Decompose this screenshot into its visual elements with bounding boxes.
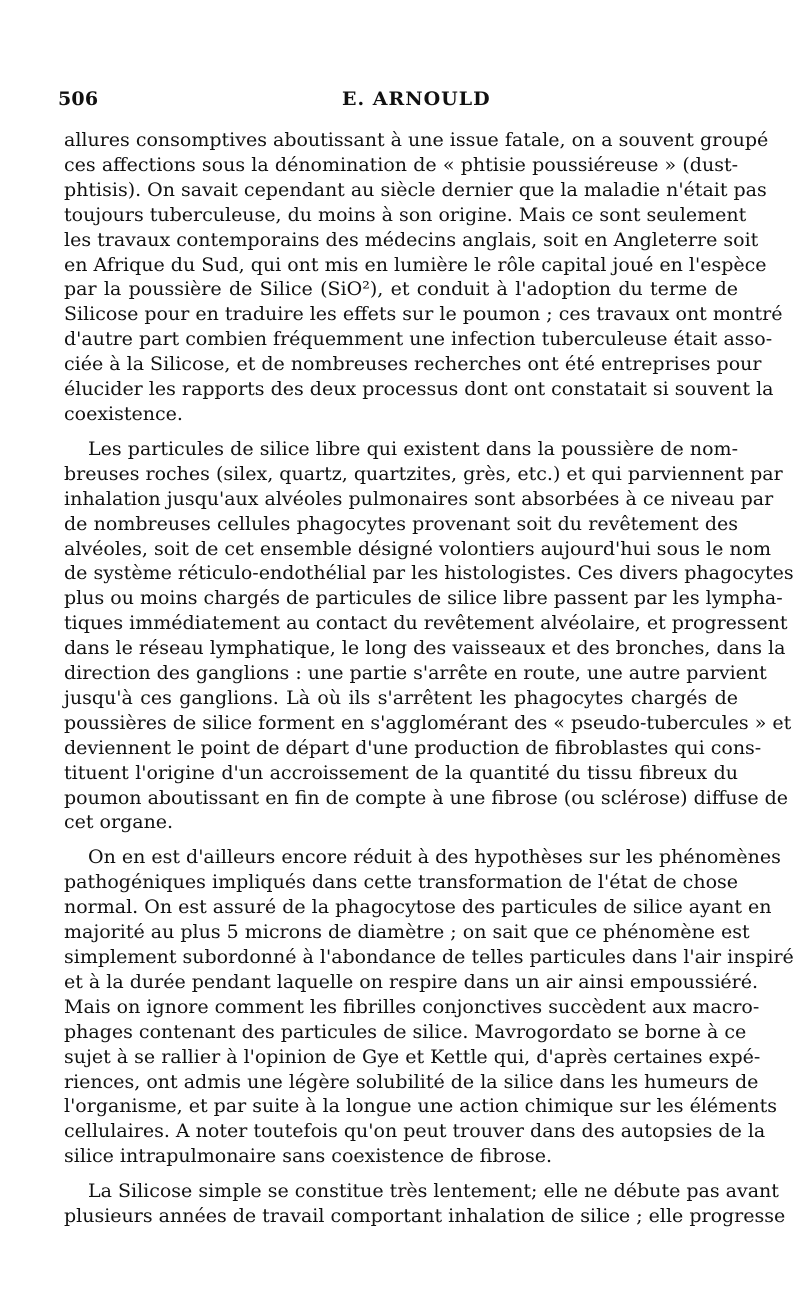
paragraph-line: silice intrapulmonaire sans coexistence de fibrose. [64, 1145, 553, 1168]
paragraph-line: plus ou moins chargés de particules de silice libre passent par les lympha- [64, 587, 783, 610]
paragraph-line: breuses roches (silex, quartz, quartzites, grès, etc.) et qui parviennent par [64, 462, 783, 485]
paragraph-line: tiques immédiatement au contact du revêtement alvéolaire, et progressent [64, 612, 788, 635]
paragraph-line: Silicose pour en traduire les effets sur le poumon ; ces travaux ont montré [64, 303, 783, 326]
paragraph-line: coexistence. [64, 402, 183, 425]
paragraph-line: de nombreuses cellules phagocytes provenant soit du revêtement des [64, 512, 738, 535]
paragraph-line: sujet à se rallier à l'opinion de Gye et Kettle qui, d'après certaines expé- [64, 1045, 761, 1068]
paragraph-line: phtisis). On savait cependant au siècle dernier que la maladie n'était pas [64, 178, 767, 201]
paragraph-line: La Silicose simple se constitue très lentement; elle ne débute pas avant [88, 1180, 779, 1203]
paragraph-line: allures consomptives aboutissant à une issue fatale, on a souvent groupé [64, 129, 769, 151]
paragraph-line: riences, ont admis une légère solubilité de la silice dans les humeurs de [64, 1070, 759, 1093]
paragraph-line: direction des ganglions : une partie s'arrête en route, une autre parvient [64, 662, 767, 685]
paragraph-3 [64, 845, 794, 1169]
paragraph-line: Les particules de silice libre qui existent dans la poussière de nom- [88, 437, 738, 460]
paragraph-line: de système réticulo-endothélial par les histologistes. Ces divers phagocytes [64, 562, 794, 585]
paragraph-line: poussières de silice forment en s'agglomérant des « pseudo-tubercules » et [64, 711, 792, 734]
paragraph-line: par la poussière de Silice (SiO²), et conduit à l'adoption du terme de [64, 278, 738, 301]
body-text [64, 128, 794, 1229]
paragraph-line: tituent l'origine d'un accroissement de la quantité du tissu fibreux du [64, 761, 738, 784]
paragraph-line: normal. On est assuré de la phagocytose des particules de silice ayant en [64, 896, 772, 919]
paragraph-line: ciée à la Silicose, et de nombreuses recherches ont été entreprises pour [64, 353, 762, 376]
paragraph-line: phages contenant des particules de silice. Mavrogordato se borne à ce [64, 1020, 747, 1043]
paragraph-line: les travaux contemporains des médecins anglais, soit en Angleterre soit [64, 228, 759, 251]
paragraph-line: dans le réseau lymphatique, le long des vaisseaux et des bronches, dans la [64, 637, 786, 660]
paragraph-line: deviennent le point de départ d'une production de fibroblastes qui cons- [64, 736, 762, 759]
paragraph-line: cellulaires. A noter toutefois qu'on peut trouver dans des autopsies de la [64, 1120, 766, 1143]
paragraph-line: en Afrique du Sud, qui ont mis en lumière le rôle capital joué en l'espèce [64, 253, 767, 276]
paragraph-line: Mais on ignore comment les fibrilles conjonctives succèdent aux macro- [64, 995, 760, 1018]
paragraph-4 [64, 1179, 786, 1229]
paragraph-line: majorité au plus 5 microns de diamètre ; on sait que ce phénomène est [64, 921, 750, 944]
paragraph-line: inhalation jusqu'aux alvéoles pulmonaires sont absorbées à ce niveau par [64, 487, 774, 510]
page-header [58, 88, 748, 118]
paragraph-line: alvéoles, soit de cet ensemble désigné volontiers aujourd'hui sous le nom [64, 537, 772, 560]
paragraph-line: simplement subordonné à l'abondance de telles particules dans l'air inspiré [64, 946, 794, 968]
paragraph-line: élucider les rapports des deux processus dont ont constatait si souvent la [64, 378, 774, 401]
paragraph-line: plusieurs années de travail comportant inhalation de silice ; elle progresse [64, 1205, 786, 1228]
paragraph-line: ces affections sous la dénomination de « phtisie poussiéreuse » (dust- [64, 153, 738, 176]
paragraph-1 [64, 128, 783, 427]
paragraph-line: et à la durée pendant laquelle on respire dans un air ainsi empoussiéré. [64, 970, 759, 993]
paragraph-line: toujours tuberculeuse, du moins à son origine. Mais ce sont seulement [64, 203, 747, 226]
paragraph-line: cet organe. [64, 811, 174, 834]
paragraph-line: On en est d'ailleurs encore réduit à des hypothèses sur les phénomènes [88, 846, 781, 869]
paragraph-2 [64, 437, 794, 836]
page-number: 506 [58, 88, 99, 110]
paragraph-line: jusqu'à ces ganglions. Là où ils s'arrêtent les phagocytes chargés de [64, 686, 738, 709]
paragraph-line: d'autre part combien fréquemment une infection tuberculeuse était asso- [64, 328, 773, 351]
paragraph-line: poumon aboutissant en fin de compte à une fibrose (ou sclérose) diffuse de [64, 786, 789, 809]
paragraph-line: pathogéniques impliqués dans cette transformation de l'état de chose [64, 871, 738, 894]
paragraph-line: l'organisme, et par suite à la longue une action chimique sur les éléments [64, 1095, 778, 1118]
running-head: E. ARNOULD [342, 88, 491, 110]
